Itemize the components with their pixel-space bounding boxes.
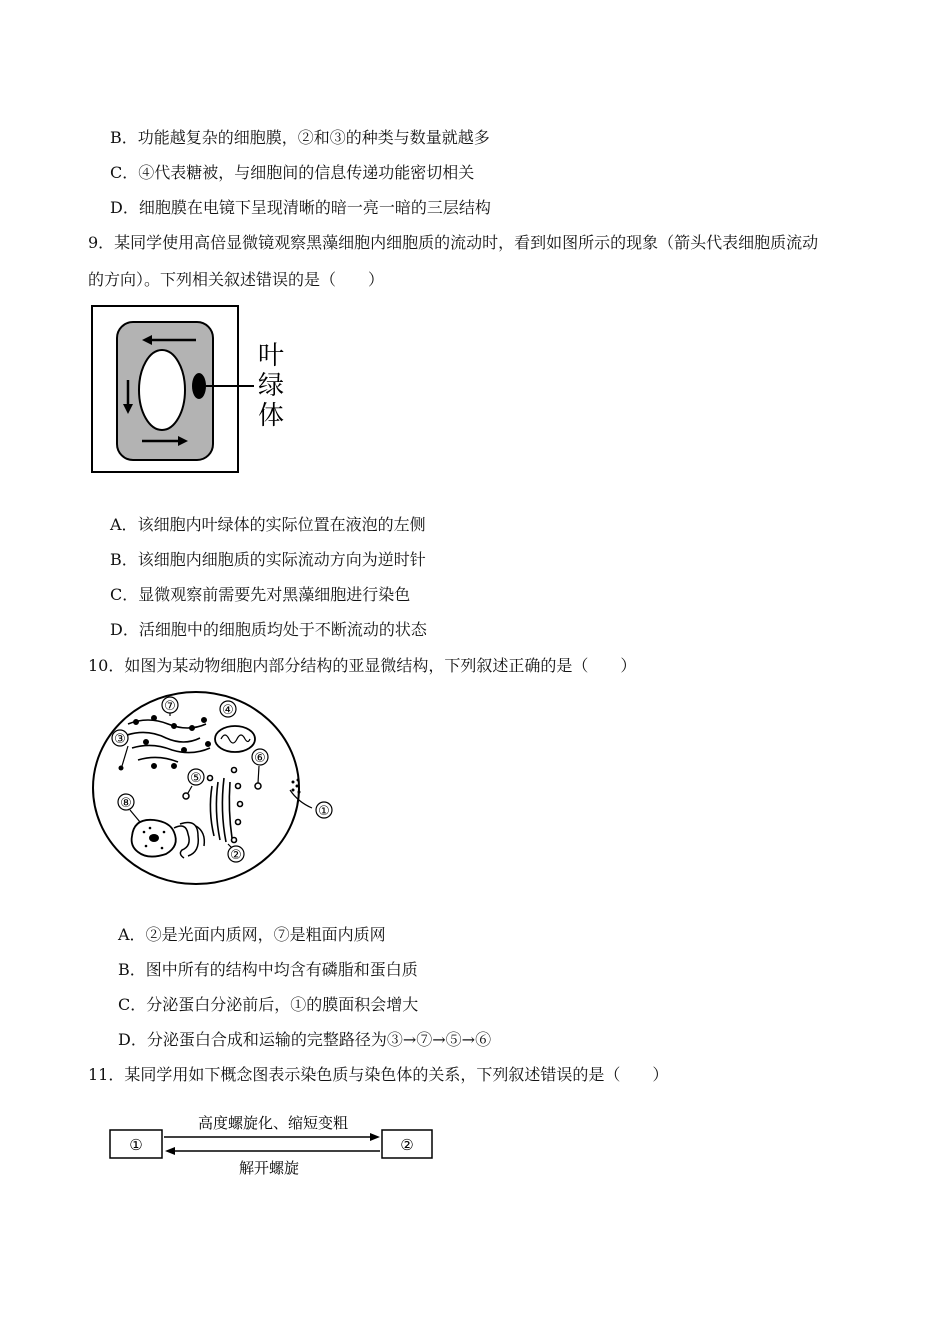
q9-label-lv: 绿 (258, 371, 285, 401)
q11-concept-map (104, 1106, 444, 1180)
q10-option-a: A．②是光面内质网，⑦是粗面内质网 (118, 925, 386, 944)
q9-option-d: D．活细胞中的细胞质均处于不断流动的状态 (110, 620, 427, 639)
q11-stem: 11．某同学用如下概念图表示染色质与染色体的关系，下列叙述错误的是（ ） (88, 1065, 669, 1084)
q9-option-c: C．显微观察前需要先对黑藻细胞进行染色 (110, 585, 411, 604)
q9-chloroplast (192, 373, 206, 399)
q10-label-8: ⑧ (120, 796, 132, 811)
q9-vacuole (139, 350, 185, 430)
q10-label-6: ⑥ (254, 751, 266, 766)
q10-nucleolus (149, 834, 159, 842)
q8-option-c: C．④代表糖被，与细胞间的信息传递功能密切相关 (110, 163, 475, 182)
q8-option-b: B．功能越复杂的细胞膜，②和③的种类与数量就越多 (110, 128, 490, 147)
q10-label-1: ① (318, 804, 330, 819)
q11-arrow-bottom-label: 解开螺旋 (238, 1159, 300, 1177)
q9-stem-line1: 9．某同学使用高倍显微镜观察黑藻细胞内细胞质的流动时，看到如图所示的现象（箭头代表细胞质流动 (88, 233, 819, 252)
q11-arrow-forward (164, 1133, 380, 1141)
q8-option-d: D．细胞膜在电镜下呈现清晰的暗一亮一暗的三层结构 (110, 198, 491, 217)
q10-cell-membrane (93, 692, 299, 884)
q10-option-c: C．分泌蛋白分泌前后，①的膜面积会增大 (118, 995, 419, 1014)
q9-option-a: A．该细胞内叶绿体的实际位置在液泡的左侧 (110, 515, 426, 534)
q11-box-right-text: ② (400, 1136, 414, 1154)
q11-arrow-backward (165, 1147, 380, 1155)
q9-label-ti: 体 (258, 401, 285, 431)
q10-stem: 10．如图为某动物细胞内部分结构的亚显微结构，下列叙述正确的是（ ） (88, 656, 637, 675)
q10-cell-figure (88, 686, 348, 891)
q11-box-left-text: ① (129, 1136, 143, 1154)
q9-option-b: B．该细胞内细胞质的实际流动方向为逆时针 (110, 550, 426, 569)
q9-stem-line2: 的方向）。下列相关叙述错误的是（ ） (88, 270, 385, 289)
q9-label-ye: 叶 (258, 341, 285, 371)
q10-option-b: B．图中所有的结构中均含有磷脂和蛋白质 (118, 960, 418, 979)
q11-arrow-top-label: 高度螺旋化、缩短变粗 (197, 1114, 349, 1132)
q10-label-4: ④ (222, 703, 234, 718)
q10-option-d: D．分泌蛋白合成和运输的完整路径为③→⑦→⑤→⑥ (118, 1030, 492, 1049)
q10-label-3: ③ (114, 732, 126, 747)
q10-vesicle-5 (183, 793, 189, 799)
q10-label-2: ② (230, 848, 242, 863)
q9-cell-figure (88, 302, 298, 477)
q10-vesicle-6 (255, 783, 261, 789)
q10-free-ribosome (119, 766, 124, 771)
q10-label-5: ⑤ (190, 771, 202, 786)
q10-label-7: ⑦ (164, 699, 176, 714)
